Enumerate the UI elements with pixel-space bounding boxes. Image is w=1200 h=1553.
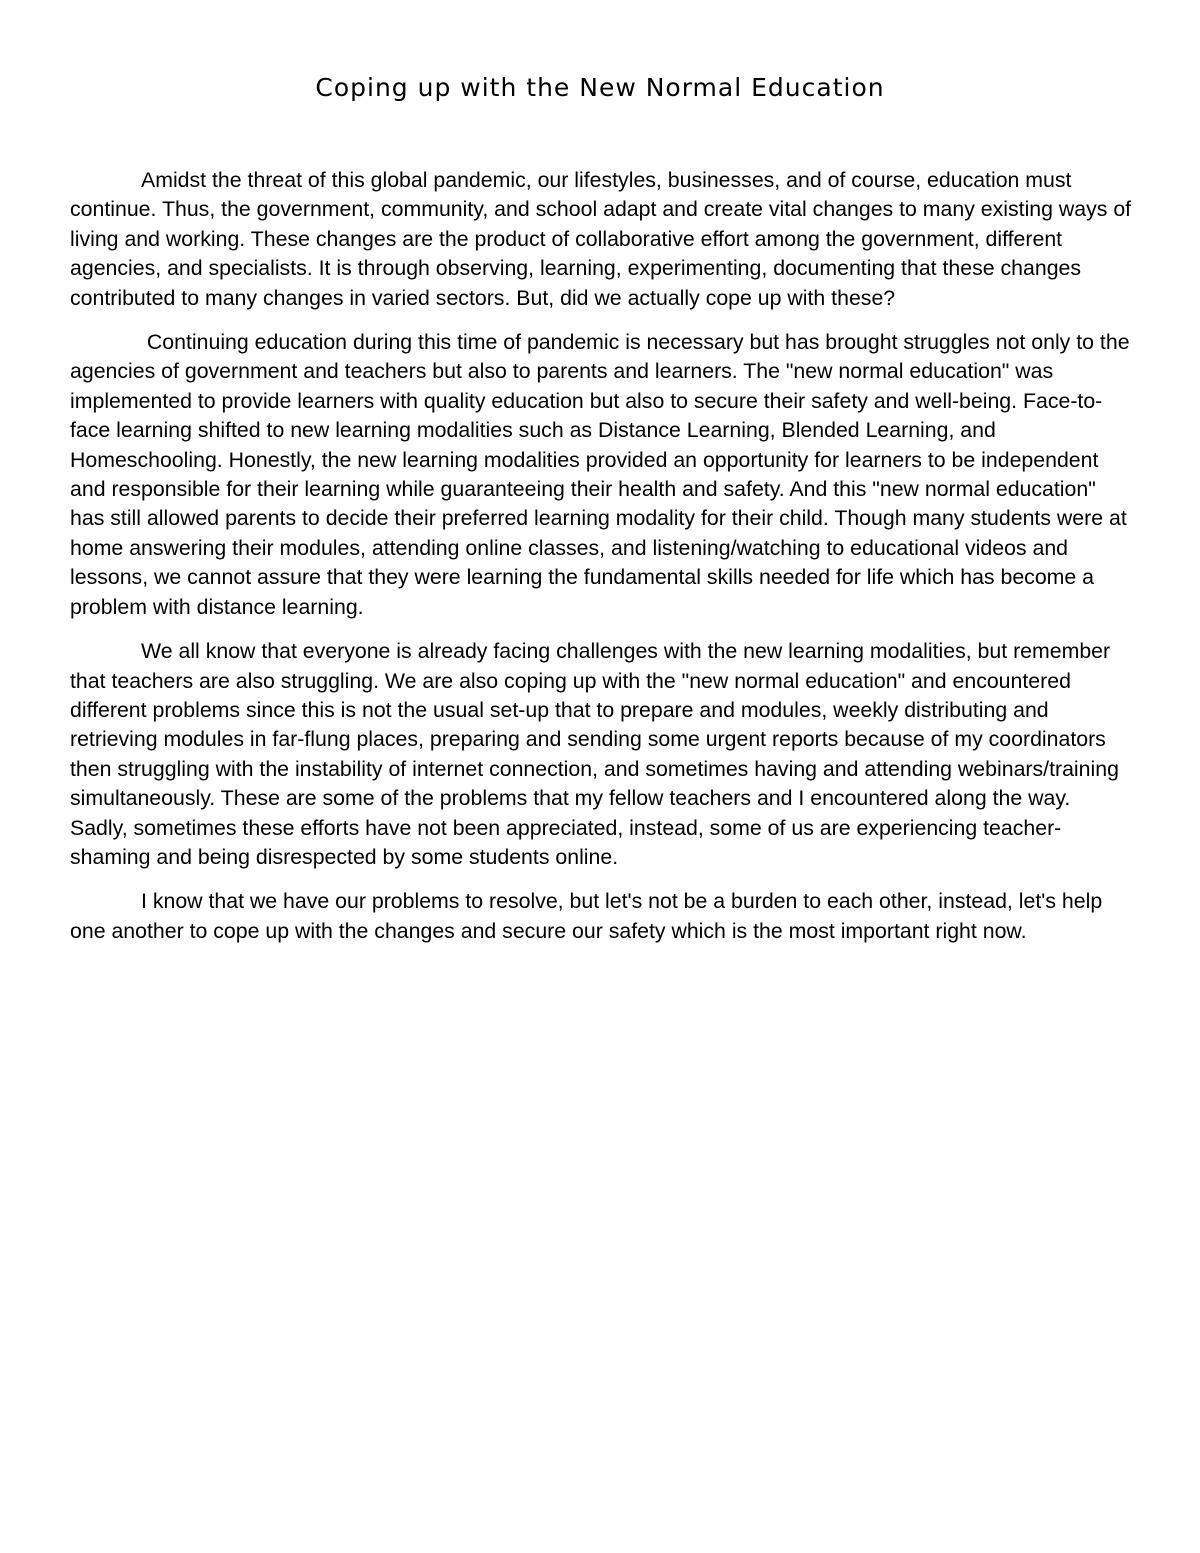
paragraph-4: I know that we have our problems to resolve, but let's not be a burden to each other, instead, let's help one another to cope up with the changes and secure our safety which is the most important right now. [70,889,1103,943]
essay-body [70,166,1136,961]
paragraph-2: Continuing education during this time of pandemic is necessary but has brought struggles not only to the agencies of government and teachers but also to parents and learners. The "new normal education" was implemented to provide learners with quality education but also to secure their safety and well-being. Face-to-face learning shifted to new learning modalities such as Distance Learning, Blended Learning, and Homeschooling. Honestly, the new learning modalities provided an opportunity for learners to be independent and responsible for their learning while guaranteeing their health and safety. And this "new normal education" has still allowed parents to decide their preferred learning modality for their child. Though many students were at home answering their modules, attending online classes, and listening/watching to educational videos and lessons, we cannot assure that they were learning the fundamental skills needed for life which has become a problem with distance learning. [70,330,1136,619]
paragraph-3: We all know that everyone is already facing challenges with the new learning modalities, but remember that teachers are also struggling. We are also coping up with the "new normal education" and encountered different problems since this is not the usual set-up that to prepare and modules, weekly distributing and retrieving modules in far-flung places, preparing and sending some urgent reports because of my coordinators then struggling with the instability of internet connection, and sometimes having and attending webinars/training simultaneously. These are some of the problems that my fellow teachers and I encountered along the way. Sadly, sometimes these efforts have not been appreciated, instead, some of us are experiencing teacher-shaming and being disrespected by some students online. [70,639,1125,869]
paragraph-1: Amidst the threat of this global pandemic, our lifestyles, businesses, and of course, education must continue. Thus, the government, community, and school adapt and create vital changes to many existing ways of living and working. These changes are the product of collaborative effort among the government, different agencies, and specialists. It is through observing, learning, experimenting, documenting that these changes contributed to many changes in varied sectors. But, did we actually cope up with these? [70,168,1132,310]
page-title: Coping up with the New Normal Education [315,73,885,102]
